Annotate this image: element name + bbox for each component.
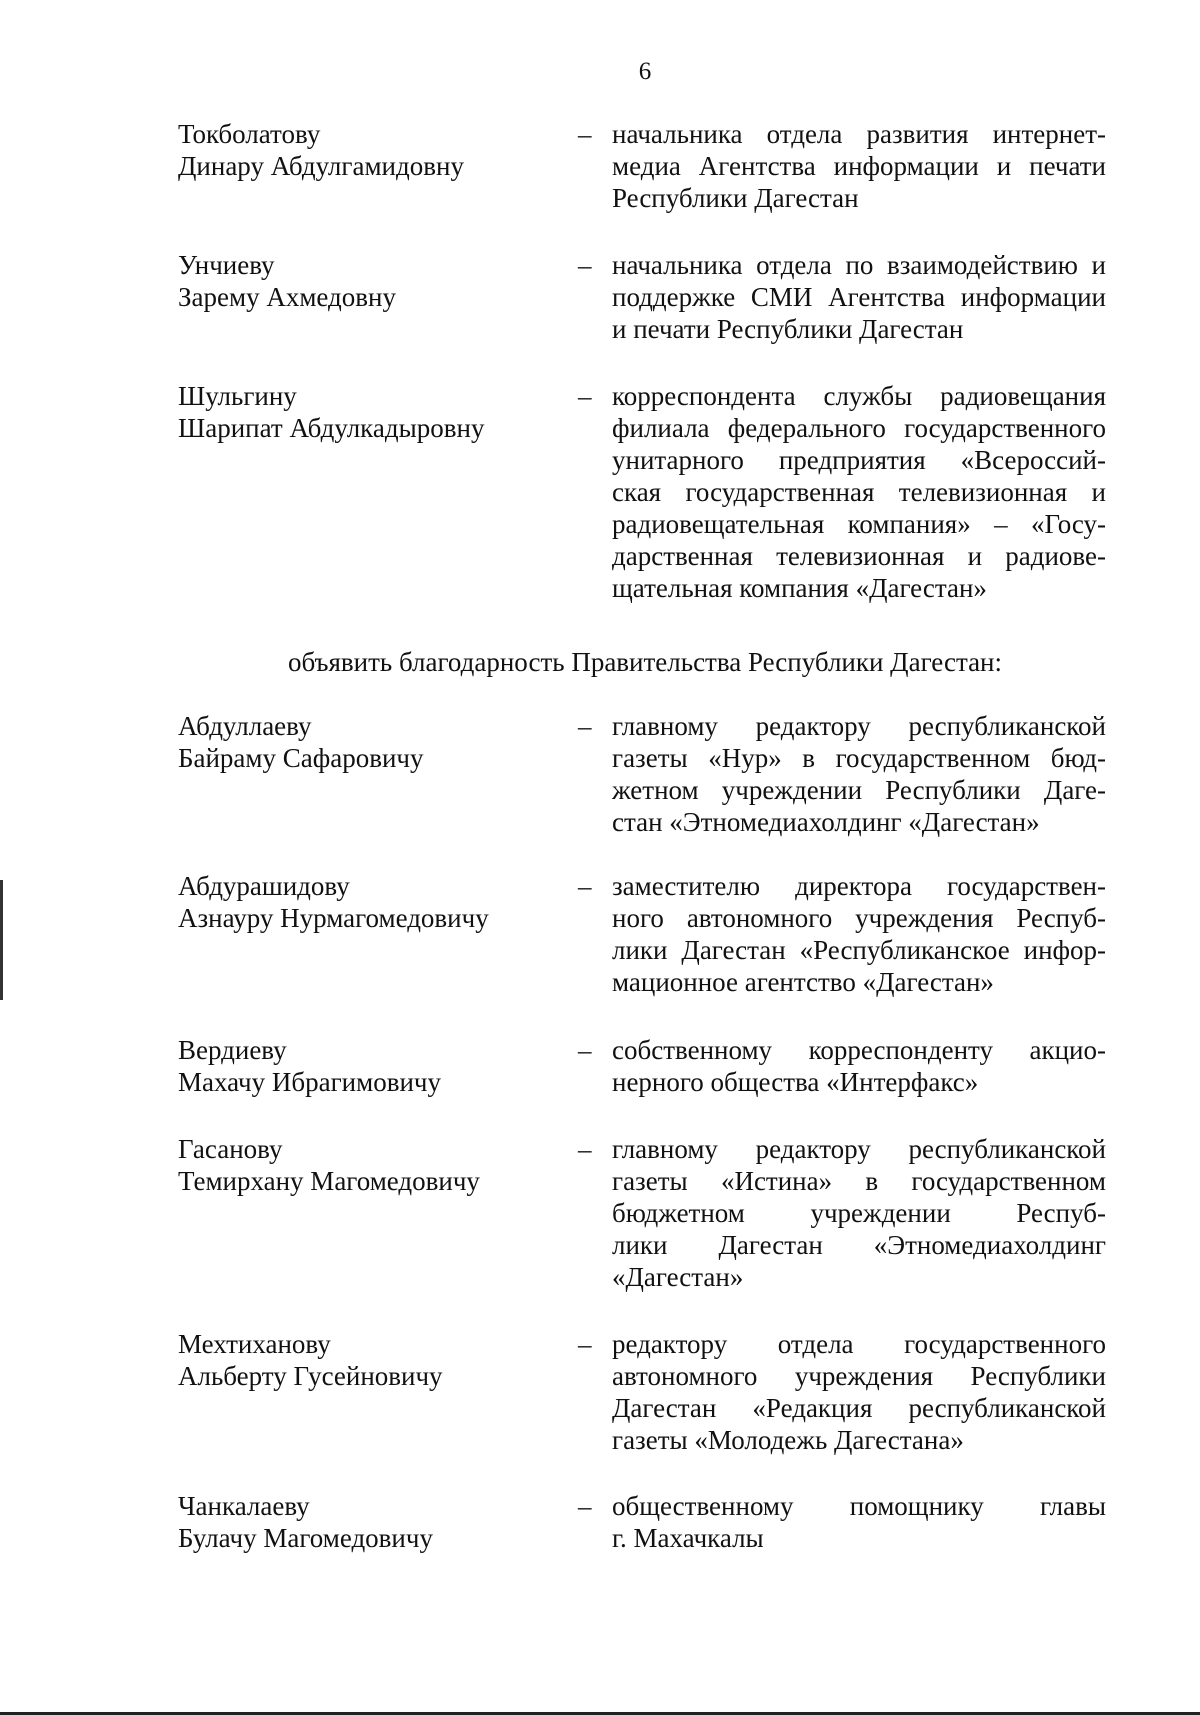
description-line: редактору отдела государственного: [612, 1329, 1106, 1359]
description-line: стан «Этномедиахолдинг «Дагестан»: [612, 807, 1040, 837]
person-name: [178, 1133, 538, 1197]
description-line: Дагестан «Редакция республиканской: [612, 1393, 1106, 1423]
given-name: Шарипат Абдулкадыровну: [178, 413, 485, 443]
position-description: [612, 1034, 1106, 1098]
description-line: начальника отдела по взаимодействию и: [612, 250, 1106, 280]
surname: Токболатову: [178, 119, 321, 149]
given-name: Азнауру Нурмагомедовичу: [178, 903, 489, 933]
description-line: газеты «Нур» в государственном бюд-: [612, 743, 1106, 773]
dash: –: [578, 711, 592, 741]
person-name: [178, 380, 538, 444]
description-line: «Дагестан»: [612, 1262, 744, 1292]
position-description: [612, 118, 1106, 214]
given-name: Махачу Ибрагимовичу: [178, 1067, 441, 1097]
person-name: [178, 870, 538, 934]
description-line: общественному помощнику главы: [612, 1491, 1106, 1521]
surname: Абдуллаеву: [178, 711, 312, 741]
description-line: лики Дагестан «Этномедиахолдинг: [612, 1230, 1106, 1260]
description-line: собственному корреспонденту акцио-: [612, 1035, 1106, 1065]
description-line: ская государственная телевизионная и: [612, 477, 1106, 507]
surname: Чанкалаеву: [178, 1491, 310, 1521]
position-description: [612, 249, 1106, 345]
person-name: [178, 1490, 538, 1554]
person-name: [178, 249, 538, 313]
description-line: унитарного предприятия «Всероссий-: [612, 445, 1106, 475]
description-line: нерного общества «Интерфакс»: [612, 1067, 979, 1097]
description-line: главному редактору республиканской: [612, 711, 1106, 741]
description-line: корреспондента службы радиовещания: [612, 381, 1106, 411]
surname: Вердиеву: [178, 1035, 287, 1065]
description-line: радиовещательная компания» – «Госу-: [612, 509, 1106, 539]
position-description: [612, 1328, 1106, 1456]
dash: –: [578, 381, 592, 411]
description-line: ного автономного учреждения Респуб-: [612, 903, 1106, 933]
description-line: Республики Дагестан: [612, 183, 859, 213]
surname: Гасанову: [178, 1134, 283, 1164]
dash: –: [578, 1491, 592, 1521]
description-line: мационное агентство «Дагестан»: [612, 967, 994, 997]
description-line: дарственная телевизионная и радиове-: [612, 541, 1106, 571]
description-line: автономного учреждения Республики: [612, 1361, 1106, 1391]
position-description: [612, 380, 1106, 604]
given-name: Байраму Сафаровичу: [178, 743, 424, 773]
description-line: лики Дагестан «Республиканское инфор-: [612, 935, 1106, 965]
description-line: щательная компания «Дагестан»: [612, 573, 987, 603]
description-line: и печати Республики Дагестан: [612, 314, 964, 344]
given-name: Темирхану Магомедовичу: [178, 1166, 480, 1196]
description-line: газеты «Молодежь Дагестана»: [612, 1425, 964, 1455]
description-line: медиа Агентства информации и печати: [612, 151, 1106, 181]
description-line: филиала федерального государственного: [612, 413, 1106, 443]
dash: –: [578, 1329, 592, 1359]
description-line: заместителю директора государствен-: [612, 871, 1106, 901]
given-name: Зарему Ахмедовну: [178, 282, 396, 312]
dash: –: [578, 871, 592, 901]
person-name: [178, 710, 538, 774]
person-name: [178, 1034, 538, 1098]
dash: –: [578, 1134, 592, 1164]
description-line: жетном учреждении Республики Даге-: [612, 775, 1106, 805]
surname: Мехтиханову: [178, 1329, 331, 1359]
section-heading: объявить благодарность Правительства Республики Дагестан:: [287, 647, 1003, 677]
position-description: [612, 870, 1106, 998]
dash: –: [578, 1035, 592, 1065]
given-name: Динару Абдулгамидовну: [178, 151, 464, 181]
page-number: 6: [638, 58, 652, 85]
person-name: [178, 118, 538, 182]
surname: Шульгину: [178, 381, 297, 411]
scan-edge-mark: [0, 880, 3, 1000]
description-line: бюджетном учреждении Респуб-: [612, 1198, 1106, 1228]
person-name: [178, 1328, 538, 1392]
description-line: главному редактору республиканской: [612, 1134, 1106, 1164]
surname: Унчиеву: [178, 250, 275, 280]
description-line: г. Махачкалы: [612, 1523, 764, 1553]
position-description: [612, 1133, 1106, 1293]
given-name: Булачу Магомедовичу: [178, 1523, 433, 1553]
dash: –: [578, 119, 592, 149]
surname: Абдурашидову: [178, 871, 350, 901]
description-line: газеты «Истина» в государственном: [612, 1166, 1106, 1196]
position-description: [612, 1490, 1106, 1554]
description-line: поддержке СМИ Агентства информации: [612, 282, 1106, 312]
position-description: [612, 710, 1106, 838]
description-line: начальника отдела развития интернет-: [612, 119, 1106, 149]
given-name: Альберту Гусейновичу: [178, 1361, 443, 1391]
dash: –: [578, 250, 592, 280]
